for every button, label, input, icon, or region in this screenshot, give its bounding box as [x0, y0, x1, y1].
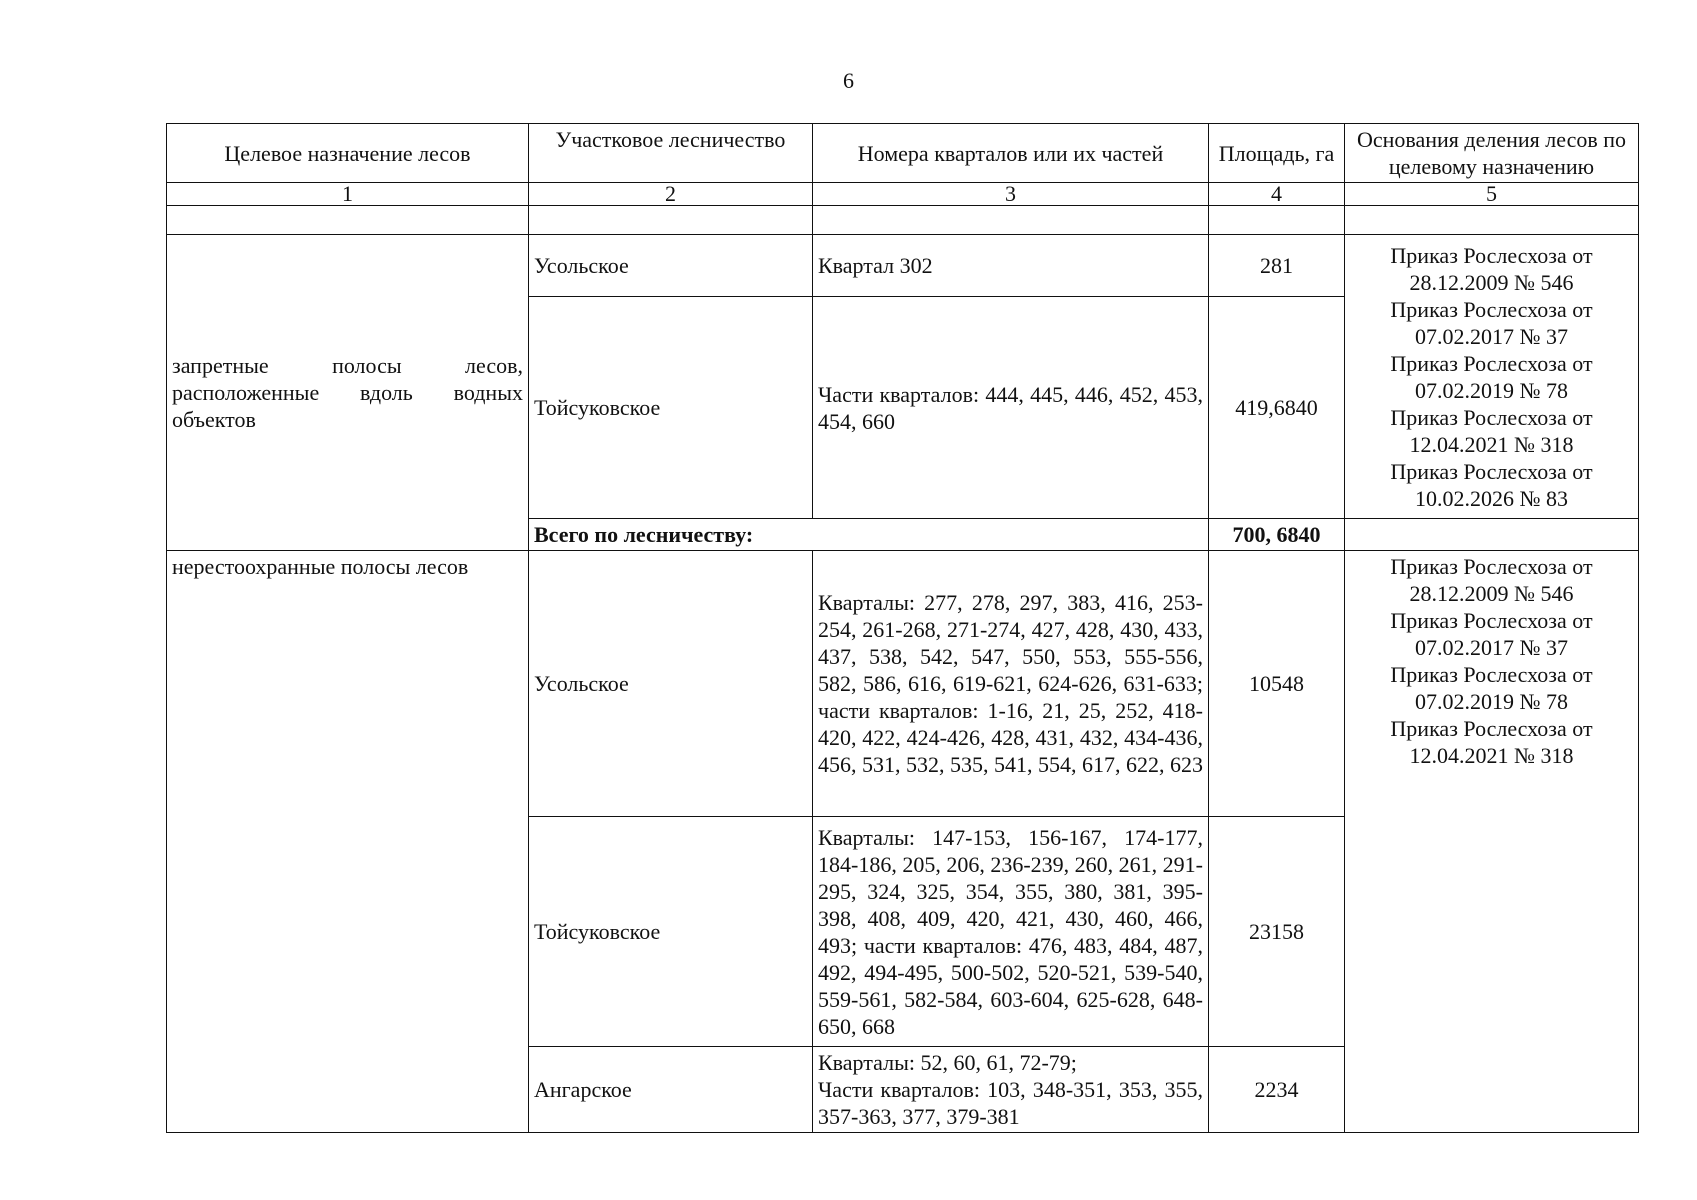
- forestry-cell: Тойсуковское: [529, 297, 813, 519]
- orders-cell: [1345, 551, 1639, 1133]
- area-cell: 10548: [1209, 551, 1345, 817]
- order-entry: Приказ Рослесхоза от 10.02.2026 № 83: [1390, 458, 1593, 511]
- table-header-row: [167, 124, 1639, 183]
- table-row: [167, 551, 1639, 817]
- column-numbers-row: [167, 183, 1639, 206]
- order-entry: Приказ Рослесхоза от 28.12.2009 № 546: [1390, 554, 1593, 606]
- header-purpose: Целевое назначение лесов: [167, 124, 529, 183]
- table-row: [167, 235, 1639, 297]
- order-entry: Приказ Рослесхоза от 07.02.2017 № 37: [1390, 296, 1593, 349]
- header-basis: Основания деления лесов по целевому назначению: [1345, 124, 1639, 183]
- quarters-cell: Кварталы: 147-153, 156-167, 174-177, 184-186, 205, 206, 236-239, 260, 261, 291-295, 324, 325, 354, 355, 380, 381, 395-398, 408, 409, 420, 421, 430, 460, 466, 493; части кварталов: 476, 483, 484, 487, 492, 494-495, 500-502, 520-521, 539-540, 559-561, 582-584, 603-604, 625-628, 648-650, 668: [813, 817, 1209, 1047]
- area-cell: 2234: [1209, 1047, 1345, 1133]
- area-cell: 419,6840: [1209, 297, 1345, 519]
- total-value: 700, 6840: [1209, 519, 1345, 551]
- quarters-cell: Части кварталов: 444, 445, 446, 452, 453, 454, 660: [813, 297, 1209, 519]
- column-number: 3: [813, 183, 1209, 206]
- area-cell: 281: [1209, 235, 1345, 297]
- order-entry: Приказ Рослесхоза от 12.04.2021 № 318: [1390, 404, 1593, 457]
- order-entry: Приказ Рослесхоза от 28.12.2009 № 546: [1390, 242, 1593, 295]
- order-entry: Приказ Рослесхоза от 07.02.2017 № 37: [1390, 608, 1593, 660]
- orders-cell: [1345, 235, 1639, 519]
- header-quarters: Номера кварталов или их частей: [813, 124, 1209, 183]
- order-entry: Приказ Рослесхоза от 12.04.2021 № 318: [1390, 716, 1593, 768]
- forestry-cell: Усольское: [529, 235, 813, 297]
- purpose-cell: запретные полосы лесов, расположенные вдоль водных объектов: [167, 235, 529, 551]
- quarters-cell: [813, 1047, 1209, 1133]
- forestry-cell: Ангарское: [529, 1047, 813, 1133]
- forest-purpose-table: [166, 123, 1639, 1133]
- quarters-cell: Квартал 302: [813, 235, 1209, 297]
- order-entry: Приказ Рослесхоза от 07.02.2019 № 78: [1390, 350, 1593, 403]
- column-number: 5: [1345, 183, 1639, 206]
- order-entry: Приказ Рослесхоза от 07.02.2019 № 78: [1390, 662, 1593, 714]
- column-number: 4: [1209, 183, 1345, 206]
- purpose-cell: нерестоохранные полосы лесов: [167, 551, 529, 1133]
- total-label: Всего по лесничеству:: [529, 519, 1209, 551]
- empty-row: [167, 206, 1639, 235]
- header-area: Площадь, га: [1209, 124, 1345, 183]
- column-number: 1: [167, 183, 529, 206]
- quarters-cell: Кварталы: 277, 278, 297, 383, 416, 253-254, 261-268, 271-274, 427, 428, 430, 433, 437, 538, 542, 547, 550, 553, 555-556, 582, 586, 616, 619-621, 624-626, 631-633; части кварталов: 1-16, 21, 25, 252, 418-420, 422, 424-426, 428, 431, 432, 434-436, 456, 531, 532, 535, 541, 554, 617, 622, 623: [813, 551, 1209, 817]
- forestry-cell: Усольское: [529, 551, 813, 817]
- area-cell: 23158: [1209, 817, 1345, 1047]
- page-number: 6: [843, 68, 854, 93]
- quarters-line: Части кварталов: 103, 348-351, 353, 355, 357-363, 377, 379-381: [818, 1077, 1203, 1129]
- quarters-line: Кварталы: 52, 60, 61, 72-79;: [818, 1050, 1077, 1075]
- forestry-cell: Тойсуковское: [529, 817, 813, 1047]
- column-number: 2: [529, 183, 813, 206]
- header-forestry: Участковое лесничество: [529, 124, 813, 183]
